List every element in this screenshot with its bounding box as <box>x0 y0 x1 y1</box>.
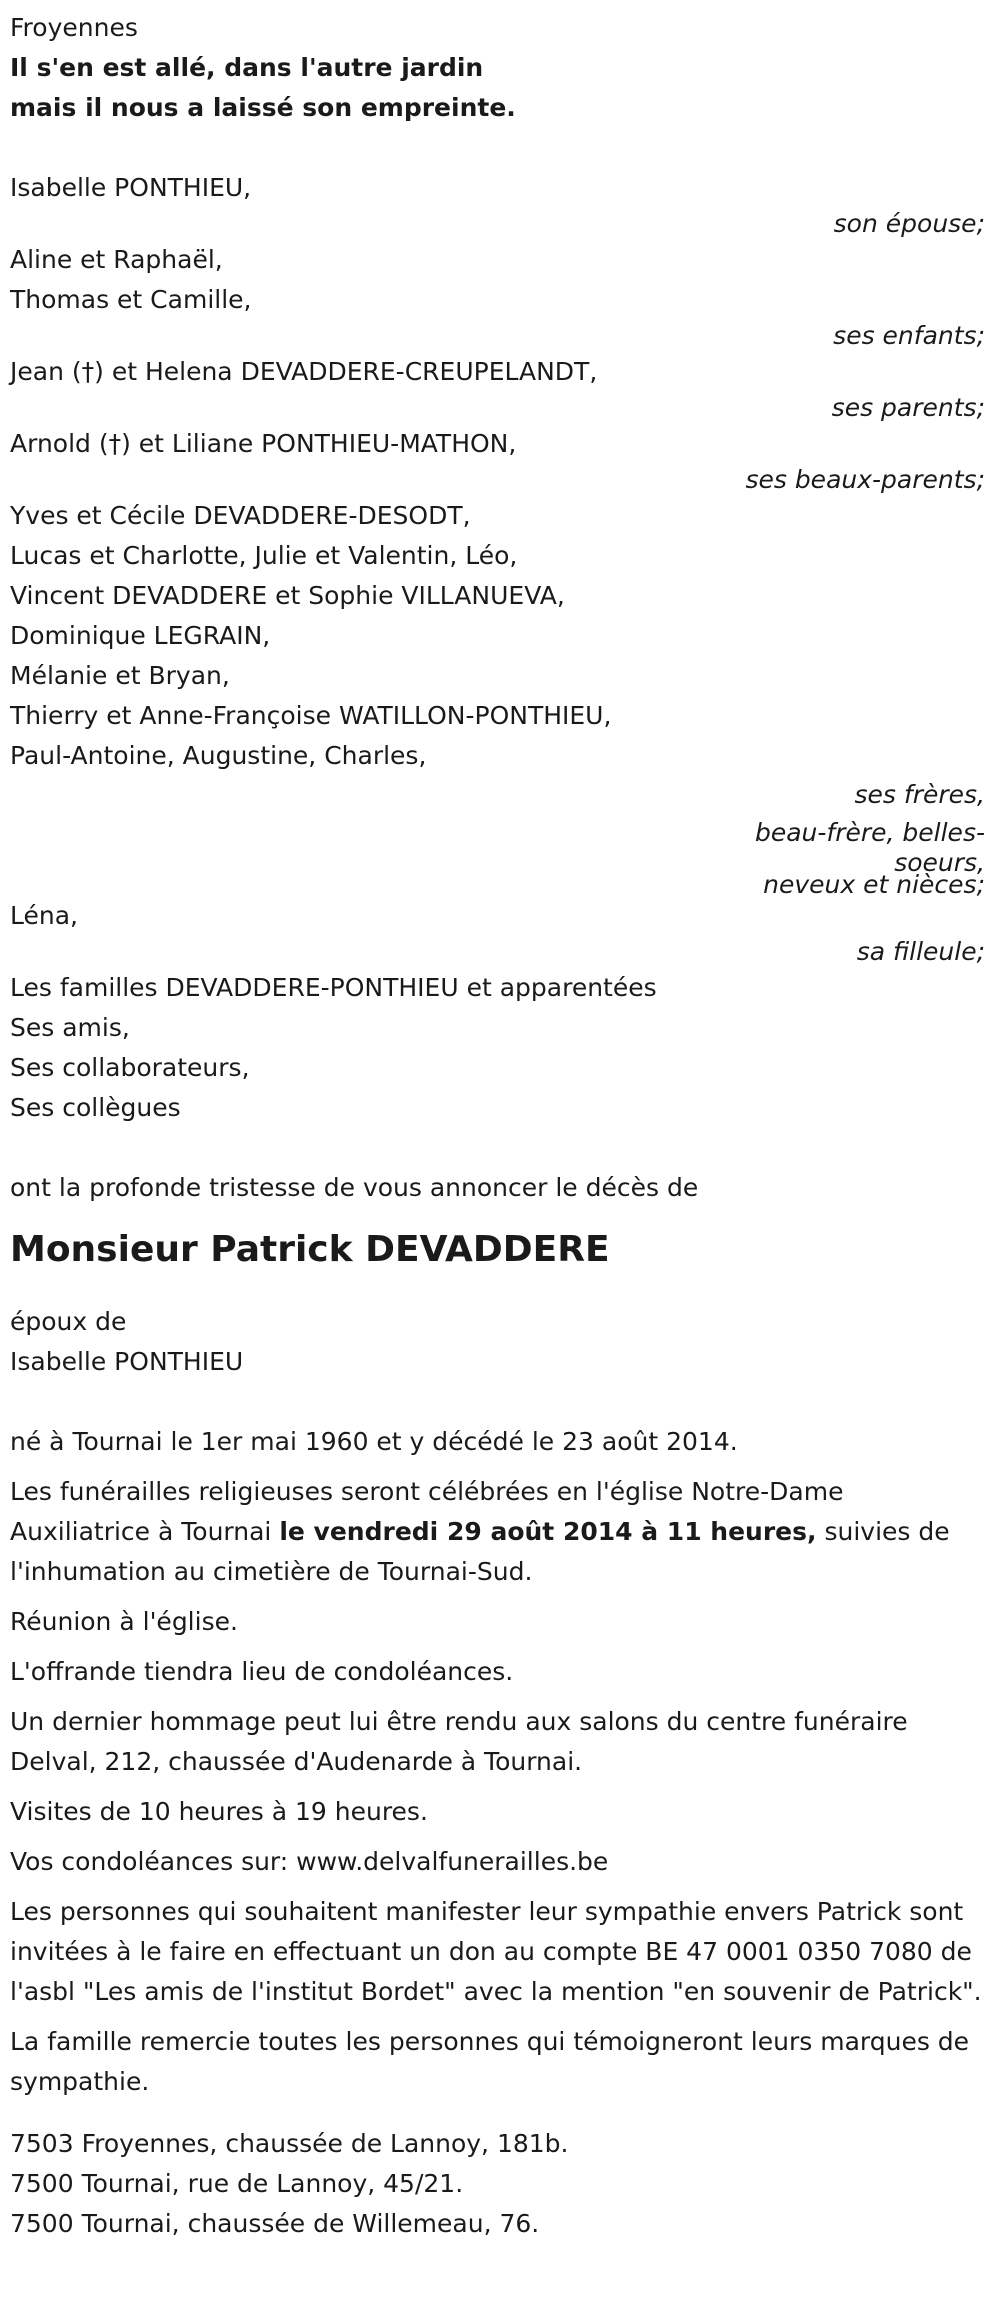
donation-text: Les personnes qui souhaitent manifester leur sympathie envers Patrick sont invitées à le faire en effectuant un don au compte BE 47 0001 0350 7080 de l'asbl "Les amis de l'institut Bordet" avec la mention "en souvenir de Patrick". <box>10 1897 982 2006</box>
spouse-name: Isabelle PONTHIEU, <box>10 173 252 202</box>
funeral-text-end: suivies de l'inhumation au cimetière de Tournai-Sud. <box>10 1517 950 1586</box>
funeral-text <box>10 1472 985 1592</box>
offering-text: L'offrande tiendra lieu de condoléances. <box>10 1657 514 1686</box>
goddaughter-name: Léna, <box>10 901 78 930</box>
goddaughter-role: sa filleule; <box>856 937 985 966</box>
parents-role: ses parents; <box>831 393 985 422</box>
sibling-line: Vincent DEVADDERE et Sophie VILLANUEVA, <box>10 581 565 610</box>
in-laws-role: ses beaux-parents; <box>745 465 985 494</box>
address-line: 7500 Tournai, rue de Lannoy, 45/21. <box>10 2169 464 2198</box>
siblings-role-line: soeurs, <box>894 848 985 877</box>
siblings-role-line: beau-frère, belles- <box>754 818 985 847</box>
in-laws-name: Arnold (†) et Liliane PONTHIEU-MATHON, <box>10 429 517 458</box>
quote-line-2: mais il nous a laissé son empreinte. <box>10 93 516 122</box>
address-line: 7500 Tournai, chaussée de Willemeau, 76. <box>10 2209 540 2238</box>
spouse-role: son épouse; <box>833 209 985 238</box>
address-line: 7503 Froyennes, chaussée de Lannoy, 181b. <box>10 2129 569 2158</box>
thanks-text: La famille remercie toutes les personnes qui témoigneront leurs marques de sympathie. <box>10 2027 970 2096</box>
meeting-text: Réunion à l'église. <box>10 1607 238 1636</box>
sibling-line: Thierry et Anne-Françoise WATILLON-PONTHIEU, <box>10 701 612 730</box>
other-family-line: Ses collaborateurs, <box>10 1053 250 1082</box>
announcement-intro: ont la profonde tristesse de vous annoncer le décès de <box>10 1173 699 1202</box>
sibling-line: Paul-Antoine, Augustine, Charles, <box>10 741 427 770</box>
siblings-role-line: neveux et nièces; <box>763 870 985 899</box>
other-family-line: Ses amis, <box>10 1013 130 1042</box>
other-family-line: Ses collègues <box>10 1093 181 1122</box>
siblings-role <box>10 776 985 899</box>
spouse-label: époux de <box>10 1307 127 1336</box>
siblings-role-line: ses frères, <box>854 780 985 809</box>
obituary-notice <box>10 8 985 2244</box>
funeral-date: le vendredi 29 août 2014 à 11 heures, <box>279 1517 817 1546</box>
sibling-line: Lucas et Charlotte, Julie et Valentin, Léo, <box>10 541 518 570</box>
birth-death-text: né à Tournai le 1er mai 1960 et y décédé le 23 août 2014. <box>10 1427 738 1456</box>
spouse-name-repeat: Isabelle PONTHIEU <box>10 1347 244 1376</box>
sibling-line: Mélanie et Bryan, <box>10 661 230 690</box>
child-line: Aline et Raphaël, <box>10 245 223 274</box>
deceased-name: Monsieur Patrick DEVADDERE <box>10 1229 610 1270</box>
tribute-text: Un dernier hommage peut lui être rendu aux salons du centre funéraire Delval, 212, chaussée d'Audenarde à Tournai. <box>10 1707 908 1776</box>
sibling-line: Dominique LEGRAIN, <box>10 621 271 650</box>
funeral-text-start: Les funérailles religieuses seront célébrées en l'église Notre-Dame Auxiliatrice à Tournai <box>10 1477 844 1546</box>
parents-name: Jean (†) et Helena DEVADDERE-CREUPELANDT, <box>10 357 598 386</box>
visits-text: Visites de 10 heures à 19 heures. <box>10 1797 428 1826</box>
child-line: Thomas et Camille, <box>10 285 252 314</box>
condolences-text: Vos condoléances sur: www.delvalfunerailles.be <box>10 1847 609 1876</box>
sibling-line: Yves et Cécile DEVADDERE-DESODT, <box>10 501 471 530</box>
quote-line-1: Il s'en est allé, dans l'autre jardin <box>10 53 484 82</box>
other-family-line: Les familles DEVADDERE-PONTHIEU et apparentées <box>10 973 657 1002</box>
place-name: Froyennes <box>10 13 138 42</box>
children-role: ses enfants; <box>833 321 985 350</box>
